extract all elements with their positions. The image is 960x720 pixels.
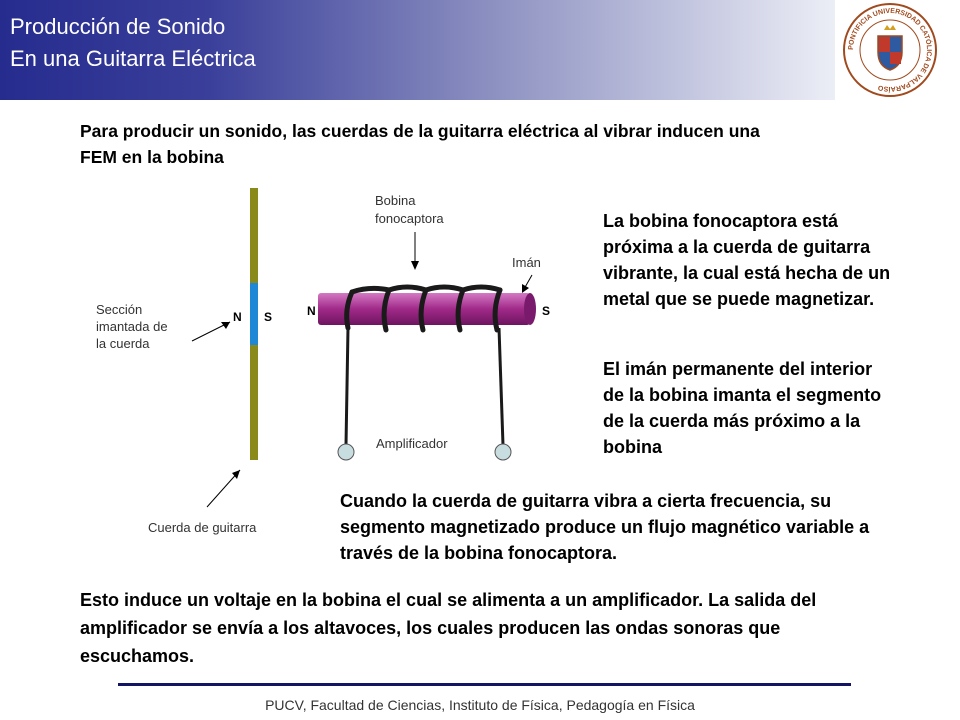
- amplifier-terminal-left: [338, 444, 354, 460]
- magnetized-section-label: Sección imantada de la cuerda: [96, 302, 168, 351]
- string-s-pole: S: [264, 310, 273, 324]
- pickup-diagram: [0, 170, 600, 540]
- string-n-pole: N: [233, 310, 242, 324]
- title-banner: [0, 0, 835, 100]
- footer-text: PUCV, Facultad de Ciencias, Instituto de Física, Pedagogía en Física: [265, 697, 695, 713]
- seal-lettering: PONTIFICIA UNIVERSIDAD CATÓLICA DE VALPARAÍSO: [847, 7, 933, 93]
- slide-title-line1: Producción de Sonido: [10, 14, 226, 39]
- coil-description: La bobina fonocaptora está próxima a la cuerda de guitarra vibrante, la cual está hecha de un metal que se puede magnetizar.: [603, 211, 891, 309]
- footer-divider: [118, 683, 851, 686]
- magnet-label: Imán: [512, 255, 541, 270]
- voltage-description: Esto induce un voltaje en la bobina el cual se alimenta a un amplificador. La salida del amplificador se envía a los altavoces, los cuales producen las ondas sonoras que escuchamos.: [80, 590, 817, 666]
- pickup-coil-label: Bobina fonocaptora: [375, 193, 444, 226]
- magnetized-section: [250, 283, 258, 345]
- magnet-s-pole: S: [542, 304, 551, 318]
- string-label: Cuerda de guitarra: [148, 520, 257, 535]
- slide-title-line2: En una Guitarra Eléctrica: [10, 46, 256, 71]
- intro-text: Para producir un sonido, las cuerdas de la guitarra eléctrica al vibrar inducen una FEM en la bobina: [80, 121, 760, 167]
- university-seal-logo: [840, 0, 940, 100]
- amplifier-label: Amplificador: [376, 436, 448, 451]
- magnet-description: El imán permanente del interior de la bobina imanta el segmento de la cuerda más próximo a la bobina: [603, 359, 882, 457]
- flux-description: Cuando la cuerda de guitarra vibra a cierta frecuencia, su segmento magnetizado produce un flujo magnético variable a través de la bobina fonocaptora.: [340, 491, 870, 563]
- magnet-n-pole: N: [307, 304, 316, 318]
- amplifier-terminal-right: [495, 444, 511, 460]
